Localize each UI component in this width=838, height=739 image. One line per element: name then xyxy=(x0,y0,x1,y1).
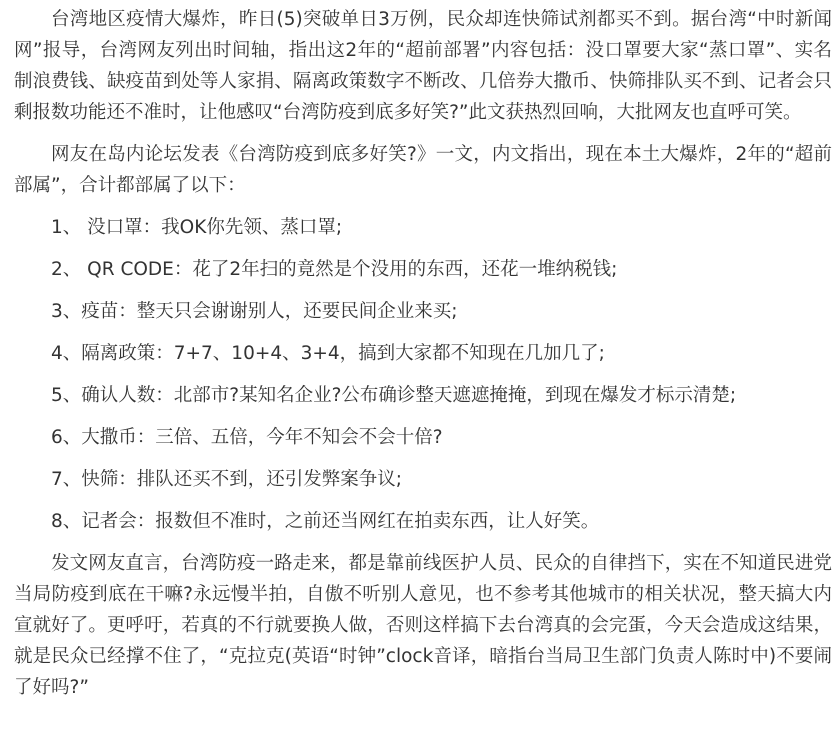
list-item: 5、确认人数：北部市?某知名企业?公布确诊整天遮遮掩掩，到现在爆发才标示清楚; xyxy=(51,385,737,406)
paragraph-conclusion: 发文网友直言，台湾防疫一路走来，都是靠前线医护人员、民众的自律挡下，实在不知道民进党当局防疫到底在干嘛?永远慢半拍，自傲不听别人意见，也不参考其他城市的相关状况，整天搞大内宣就好了。更呼吁，若真的不行就要换人做，否则这样搞下去台湾真的会完蛋，今天会造成这结果，就是民众已经撑不住了，“克拉克(英语“时钟”clock音译，暗指台当局卫生部门负责人陈时中)不要闹了好吗?” xyxy=(14,553,832,698)
list-item: 3、疫苗：整天只会谢谢别人，还要民间企业来买; xyxy=(51,301,458,322)
paragraph-forum-post: 网友在岛内论坛发表《台湾防疫到底多好笑?》一文，内文指出，现在本土大爆炸，2年的“超前部属”，合计都部属了以下： xyxy=(14,144,832,196)
list-item: 8、记者会：报数但不准时，之前还当网红在拍卖东西，让人好笑。 xyxy=(51,511,600,532)
list-item: 1、 没口罩：我OK你先领、蒸口罩; xyxy=(51,217,343,238)
paragraph-intro: 台湾地区疫情大爆炸，昨日(5)突破单日3万例，民众却连快筛试剂都买不到。据台湾“中时新闻网”报导，台湾网友列出时间轴，指出这2年的“超前部署”内容包括：没口罩要大家“蒸口罩”、实名制浪费钱、缺疫苗到处等人家捐、隔离政策数字不断改、几倍券大撒币、快筛排队买不到、记者会只剩报数功能还不准时，让他感叹“台湾防疫到底多好笑?”此文获热烈回响，大批网友也直呼可笑。 xyxy=(14,9,832,123)
list-item: 6、大撒币：三倍、五倍，今年不知会不会十倍? xyxy=(51,427,443,448)
list-item: 4、隔离政策：7+7、10+4、3+4，搞到大家都不知现在几加几了; xyxy=(51,343,605,364)
list-item: 2、 QR CODE：花了2年扫的竟然是个没用的东西，还花一堆纳税钱; xyxy=(51,259,618,280)
list-item: 7、快筛：排队还买不到，还引发弊案争议; xyxy=(51,469,403,490)
